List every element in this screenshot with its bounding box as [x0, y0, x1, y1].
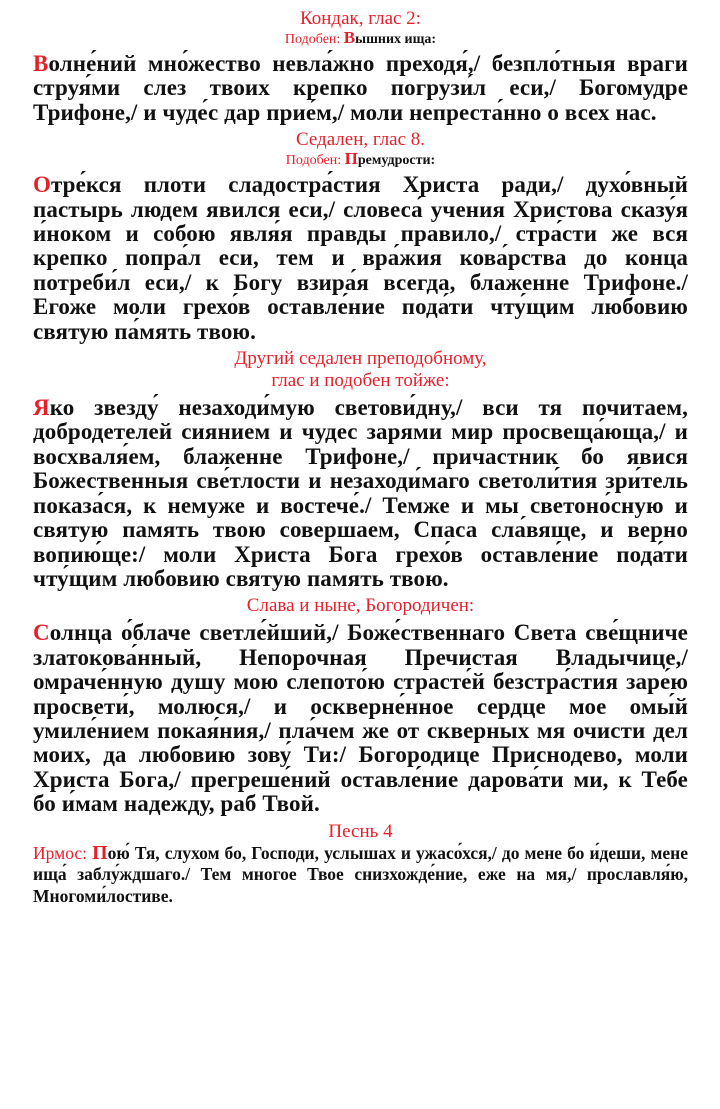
podoben-name: ремудрости: [357, 153, 436, 169]
sedalen-heading: Седален, глас 8. [295, 129, 426, 151]
drop-initial: С [33, 620, 50, 646]
sedalen-podoben [33, 151, 688, 169]
pesn4-heading: Песнь 4 [328, 820, 393, 842]
sedalen2-heading-line1: Другий седален преподобному, [234, 348, 487, 370]
sedalen-section [33, 129, 688, 344]
drop-initial: П [92, 841, 108, 864]
sedalen2-text [33, 396, 688, 591]
kondak-heading: Кондак, глас 2: [300, 8, 421, 29]
irmos-body: ою́ Тя, слухом бо, Господи, услышах и ужасо́хся,/ до мене бо и́деши, мене ища́ заблу́ждшаго./ Тем многое Твое снизхожде́ние, еже на мя,/ прославля́ю, Многоми́лостиве. [33, 842, 688, 906]
hymn-body: тре́кся плоти сладостра́стия Христа ради,/ духо́вный пастырь людем явился еси,/ словеса́ учения Христова сказу́я и́ноком и собою явля́я правды правило,/ стра́сти же вся крепко попра́л еси, тем и вра́жия кова́рства до конца потреби́л еси,/ к Богу взира́я всегда, блаженне Трифоне./ Егоже моли грехо́в оставле́ние пода́ти чту́щим любовию святую па́мять твою. [33, 172, 688, 344]
irmos-label: Ирмос: [33, 842, 93, 863]
sedalen2-section [33, 348, 688, 591]
kondak-section [33, 8, 688, 125]
page [33, 8, 688, 907]
podoben-label: Подобен: [285, 153, 345, 169]
irmos-text [33, 843, 688, 908]
drop-initial: В [33, 51, 49, 76]
drop-initial: О [33, 172, 51, 198]
podoben-initial: В [343, 28, 356, 47]
hymn-body: ко звезду́ незаходи́мую светови́дну,/ вси тя почитаем, добродетелей сиянием и чудес зарями мир просвеща́ющa,/ и восхваля́ем, блаженне Трифоне,/ причастник бо явися Божественныя све́тлости и незаходи́маго светоли́тия зри́тель показа́ся, к немуже и востече́./ Темже и мы светоно́сную и святую память твою совершаем, Спаса сла́вяще, и верно вопию́ще:/ моли Христа Бога грехо́в оставле́ние пода́ти чту́щим любовию святую память твою. [33, 395, 688, 591]
bogorodichen-section [33, 595, 688, 816]
pesn4-section [33, 821, 688, 908]
podoben-initial: П [344, 149, 358, 169]
podoben-name: ышних ища: [355, 32, 437, 47]
podoben-label: Подобен: [284, 32, 344, 47]
bogorodichen-heading: Слава и ныне, Богородичен: [246, 595, 475, 617]
kondak-podoben [33, 30, 688, 48]
kondak-text [33, 52, 688, 125]
bogorodichen-text [33, 621, 688, 816]
hymn-body: олне́ний мно́жество невла́жно преходя́,/ безпло́тныя враги струя́ми слез твоих крепко погрузи́л еси,/ Богомудре Трифоне,/ и чуде́с дар прие́м,/ моли непреста́нно о всех нас. [33, 51, 688, 125]
drop-initial: Я [33, 395, 50, 421]
sedalen2-heading-line2: глас и подобен тойже: [271, 370, 450, 392]
sedalen-text [33, 173, 688, 344]
hymn-body: олнца о́блаче светле́йший,/ Боже́ственнаго Света све́щниче златокова́нный, Непорочная Пречистая Владычице,/ омраче́нную душу мою слепото́ю страсте́й безстра́стия заре́ю просвети́, молюся,/ и оскверне́нное сердце мое омы́й умиле́нием покая́ния,/ пла́чем же от скверных мя очисти дел моих, да любовию зову́ Ти:/ Богородице Приснодево, моли Христа Бога,/ прегреше́ний оставле́ние дарова́ти ми, к Тебе бо и́мам надежду, раб Твой. [33, 620, 688, 817]
